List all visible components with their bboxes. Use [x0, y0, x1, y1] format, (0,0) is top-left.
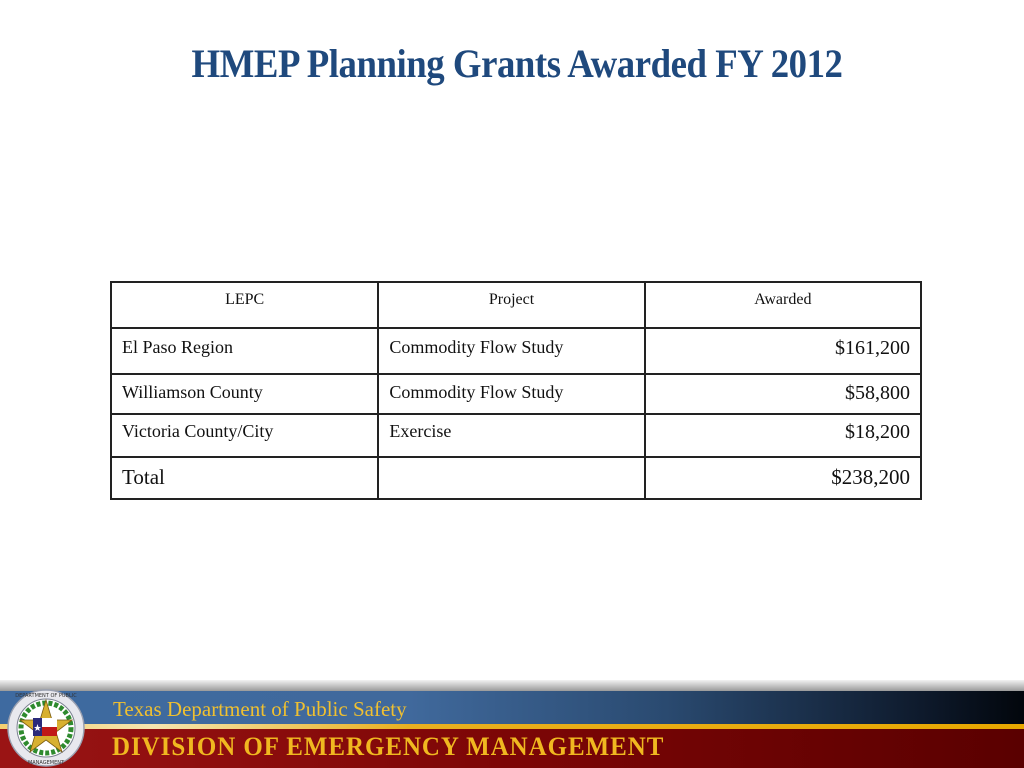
total-awarded: $238,200: [645, 457, 921, 499]
awarded-cell: $58,800: [645, 374, 921, 414]
lepc-cell: El Paso Region: [111, 328, 378, 374]
division-name: DIVISION OF EMERGENCY MANAGEMENT: [112, 732, 665, 761]
svg-text:MANAGEMENT: MANAGEMENT: [27, 760, 65, 766]
svg-text:DEPARTMENT OF PUBLIC: DEPARTMENT OF PUBLIC: [15, 693, 77, 699]
lepc-cell: Victoria County/City: [111, 414, 378, 457]
total-label: Total: [111, 457, 378, 499]
table-row: [111, 374, 921, 414]
slide-title: HMEP Planning Grants Awarded FY 2012: [191, 41, 843, 86]
project-cell: Commodity Flow Study: [378, 328, 644, 374]
total-row: [111, 457, 921, 499]
footer-banner: [0, 680, 1024, 768]
project-cell: Commodity Flow Study: [378, 374, 644, 414]
table-row: [111, 328, 921, 374]
footer-gray-strip: [0, 680, 1024, 691]
lepc-cell: Williamson County: [111, 374, 378, 414]
column-header-lepc: LEPC: [111, 282, 378, 328]
table-header-row: [111, 282, 921, 328]
grants-table: [110, 281, 922, 500]
dps-seal-icon: [6, 688, 86, 768]
agency-name: Texas Department of Public Safety: [113, 697, 407, 721]
total-project-cell: [378, 457, 644, 499]
project-cell: Exercise: [378, 414, 644, 457]
awarded-cell: $161,200: [645, 328, 921, 374]
table-row: [111, 414, 921, 457]
awarded-cell: $18,200: [645, 414, 921, 457]
column-header-awarded: Awarded: [645, 282, 921, 328]
column-header-project: Project: [378, 282, 644, 328]
